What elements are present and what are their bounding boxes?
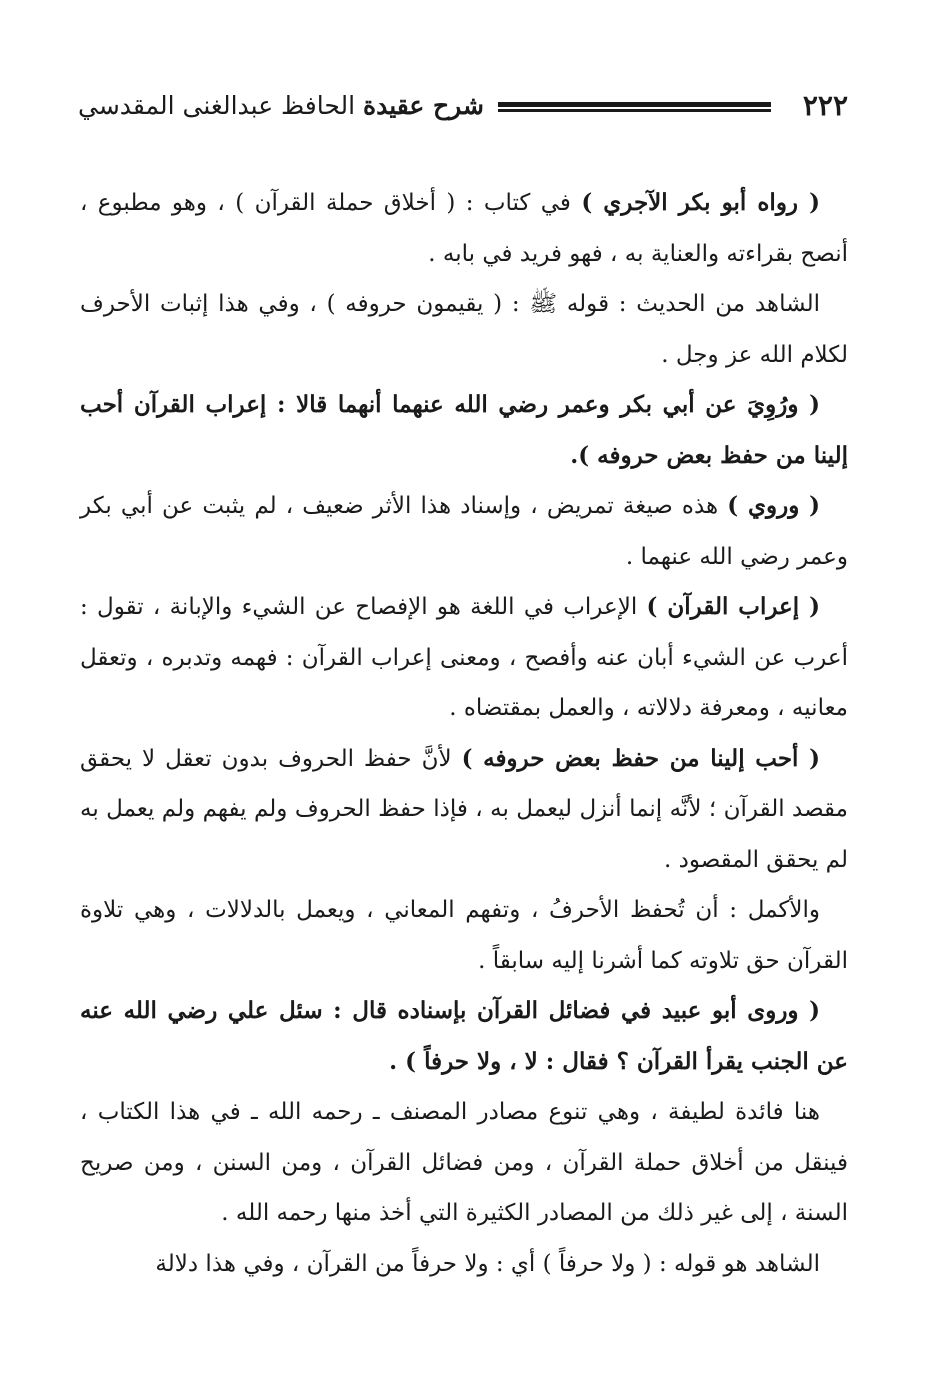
paragraph-10 — [80, 1239, 848, 1290]
running-title-rest: الحافظ عبدالغنى المقدسي — [78, 90, 363, 120]
paragraph-lead: ( وروي ) — [727, 492, 820, 519]
page-header — [78, 82, 848, 128]
paragraph-text: في كتاب : ( أخلاق حملة القرآن ) ، وهو مطبوع ، أنصح بقراءته والعناية به ، فهو فريد في بابه . — [80, 190, 848, 267]
paragraph-6 — [80, 734, 848, 886]
paragraph-2 — [80, 279, 848, 380]
body-text — [80, 178, 848, 1289]
paragraph-text: والأكمل : أن تُحفظ الأحرفُ ، وتفهم المعاني ، ويعمل بالدلالات ، وهي تلاوة القرآن حق تلاوته كما أشرنا إليه سابقاً . — [80, 897, 848, 974]
running-title-bold: شرح عقيدة — [363, 90, 484, 120]
paragraph-text: هنا فائدة لطيفة ، وهي تنوع مصادر المصنف ـ رحمه الله ـ في هذا الكتاب ، فينقل من أخلاق حملة القرآن ، ومن فضائل القرآن ، ومن السنن ، ومن صريح السنة ، إلى غير ذلك من المصادر الكثيرة التي أخذ منها رحمه الله . — [80, 1099, 848, 1226]
paragraph-lead: ( وروى أبو عبيد في فضائل القرآن بإسناده قال : سئل علي رضي الله عنه عن الجنب يقرأ القرآن ؟ فقال : لا ، ولا حرفاً ) . — [80, 997, 848, 1075]
header-rule — [498, 102, 771, 109]
paragraph-text: الشاهد من الحديث : قوله ﷺ : ( يقيمون حروفه ) ، وفي هذا إثبات الأحرف لكلام الله عز وجل . — [80, 291, 848, 368]
paragraph-text: لأنَّ حفظ الحروف بدون تعقل لا يحقق مقصد القرآن ؛ لأنَّه إنما أنزل ليعمل به ، فإذا حفظ الحروف ولم يفهم ولم يعمل به لم يحقق المقصود . — [80, 745, 848, 873]
paragraph-text: الشاهد هو قوله : ( ولا حرفاً ) أي : ولا حرفاً من القرآن ، وفي هذا دلالة — [155, 1250, 820, 1277]
paragraph-8 — [80, 986, 848, 1087]
page-number: ٢٢٢ — [802, 88, 848, 122]
paragraph-1 — [80, 178, 848, 279]
paragraph-9 — [80, 1087, 848, 1239]
paragraph-lead: ( رواه أبو بكر الآجري ) — [581, 189, 820, 216]
paragraph-4 — [80, 481, 848, 582]
running-title — [78, 91, 484, 120]
paragraph-lead: ( ورُوِيَ عن أبي بكر وعمر رضي الله عنهما أنهما قالا : إعراب القرآن أحب إلينا من حفظ بعض حروفه ). — [80, 391, 848, 469]
paragraph-5 — [80, 582, 848, 734]
paragraph-7 — [80, 885, 848, 986]
paragraph-lead: ( أحب إلينا من حفظ بعض حروفه ) — [461, 744, 820, 772]
paragraph-3 — [80, 380, 848, 481]
paragraph-text: الإعراب في اللغة هو الإفصاح عن الشيء والإبانة ، تقول : أعرب عن الشيء أبان عنه وأفصح ، ومعنى إعراب القرآن : فهمه وتدبره ، وتعقل معانيه ، ومعرفة دلالاته ، والعمل بمقتضاه . — [80, 594, 848, 721]
paragraph-text: هذه صيغة تمريض ، وإسناد هذا الأثر ضعيف ، لم يثبت عن أبي بكر وعمر رضي الله عنهما . — [80, 493, 848, 570]
paragraph-lead: ( إعراب القرآن ) — [646, 593, 820, 620]
